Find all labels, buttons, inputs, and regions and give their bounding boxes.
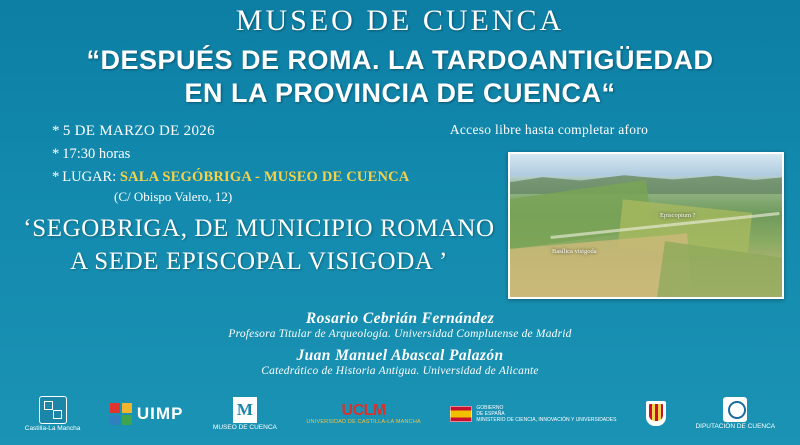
gobierno-line-2: DE ESPAÑA (476, 410, 505, 417)
logo-ayuntamiento-cuenca (646, 401, 666, 428)
event-date: 5 DE MARZO DE 2026 (62, 123, 215, 139)
lecture-title-line-1: ‘SEGOBRIGA, DE MUNICIPIO ROMANO (23, 215, 495, 242)
venue-name: SALA SEGÓBRIGA - MUSEO DE CUENCA (119, 168, 410, 185)
page-title (0, 44, 800, 110)
lecture-title-line-2: A SEDE EPISCOPAL VISIGODA ’ (70, 248, 448, 276)
event-place-row (52, 166, 452, 188)
spain-flag-icon (450, 406, 472, 422)
lecture-title (14, 212, 504, 279)
free-access-note: Acceso libre hasta completar aforo (449, 122, 649, 137)
title-line-2: EN LA PROVINCIA DE CUENCA“ (184, 77, 616, 108)
uimp-wordmark: UIMP (136, 404, 184, 424)
uclm-subtitle: UNIVERSIDAD DE CASTILLA-LA MANCHA (306, 418, 421, 425)
speaker-role: Catedrático de Historia Antigua. Universidad de Alicante (261, 365, 539, 377)
bullet-star-icon: * (52, 168, 60, 185)
photo-sky (510, 154, 782, 176)
speakers-list (0, 310, 800, 384)
photo-label-episcopium: Episcopium ? (660, 212, 696, 219)
logo-caption: MUSEO DE CUENCA (212, 423, 277, 431)
event-time-row (52, 143, 452, 165)
uimp-squares-icon (110, 403, 132, 425)
event-time: 17:30 horas (62, 146, 131, 163)
gobierno-espana-text (476, 405, 616, 424)
venue-address: (C/ Obispo Valero, 12) (114, 189, 233, 205)
museo-cuenca-icon: M (233, 397, 257, 423)
speaker-item (0, 347, 800, 377)
photo-field (657, 241, 784, 299)
logo-caption: Castilla-La Mancha (24, 424, 81, 432)
museum-title: MUSEO DE CUENCA (235, 4, 565, 37)
logo-diputacion-cuenca (695, 397, 775, 431)
event-details (52, 120, 452, 205)
place-label: LUGAR: (62, 168, 117, 185)
title-line-1: “DESPUÉS DE ROMA. LA TARDOANTIGÜEDAD (86, 45, 714, 75)
uclm-wordmark: UCLM (341, 401, 386, 419)
ayuntamiento-shield-icon (646, 401, 666, 426)
gobierno-espana-icon (450, 405, 616, 424)
diputacion-icon (723, 397, 747, 422)
bullet-star-icon: * (52, 146, 60, 163)
gobierno-line-1: GOBIERNO (476, 404, 504, 411)
speaker-item (0, 310, 800, 340)
logo-bar (0, 383, 800, 445)
logo-caption: DIPUTACIÓN DE CUENCA (695, 423, 776, 431)
uimp-icon (110, 403, 184, 425)
speaker-name: Juan Manuel Abascal Palazón (296, 347, 504, 364)
event-date-row (52, 120, 452, 143)
bullet-star-icon: * (52, 123, 60, 139)
speaker-role: Profesora Titular de Arqueología. Universidad Complutense de Madrid (228, 328, 572, 340)
aerial-photo (508, 152, 784, 299)
logo-uimp (110, 403, 184, 425)
ministerio-line: MINISTERIO DE CIENCIA, INNOVACIÓN Y UNIVERSIDADES (476, 417, 617, 424)
photo-label-basilica: Basílica visigoda (552, 248, 597, 255)
logo-uclm (306, 403, 421, 426)
logo-gobierno-espana (450, 405, 616, 424)
castilla-la-mancha-icon (39, 396, 67, 424)
logo-museo-cuenca (213, 397, 277, 432)
logo-castilla-la-mancha (25, 396, 81, 433)
speaker-name: Rosario Cebrián Fernández (305, 310, 495, 327)
